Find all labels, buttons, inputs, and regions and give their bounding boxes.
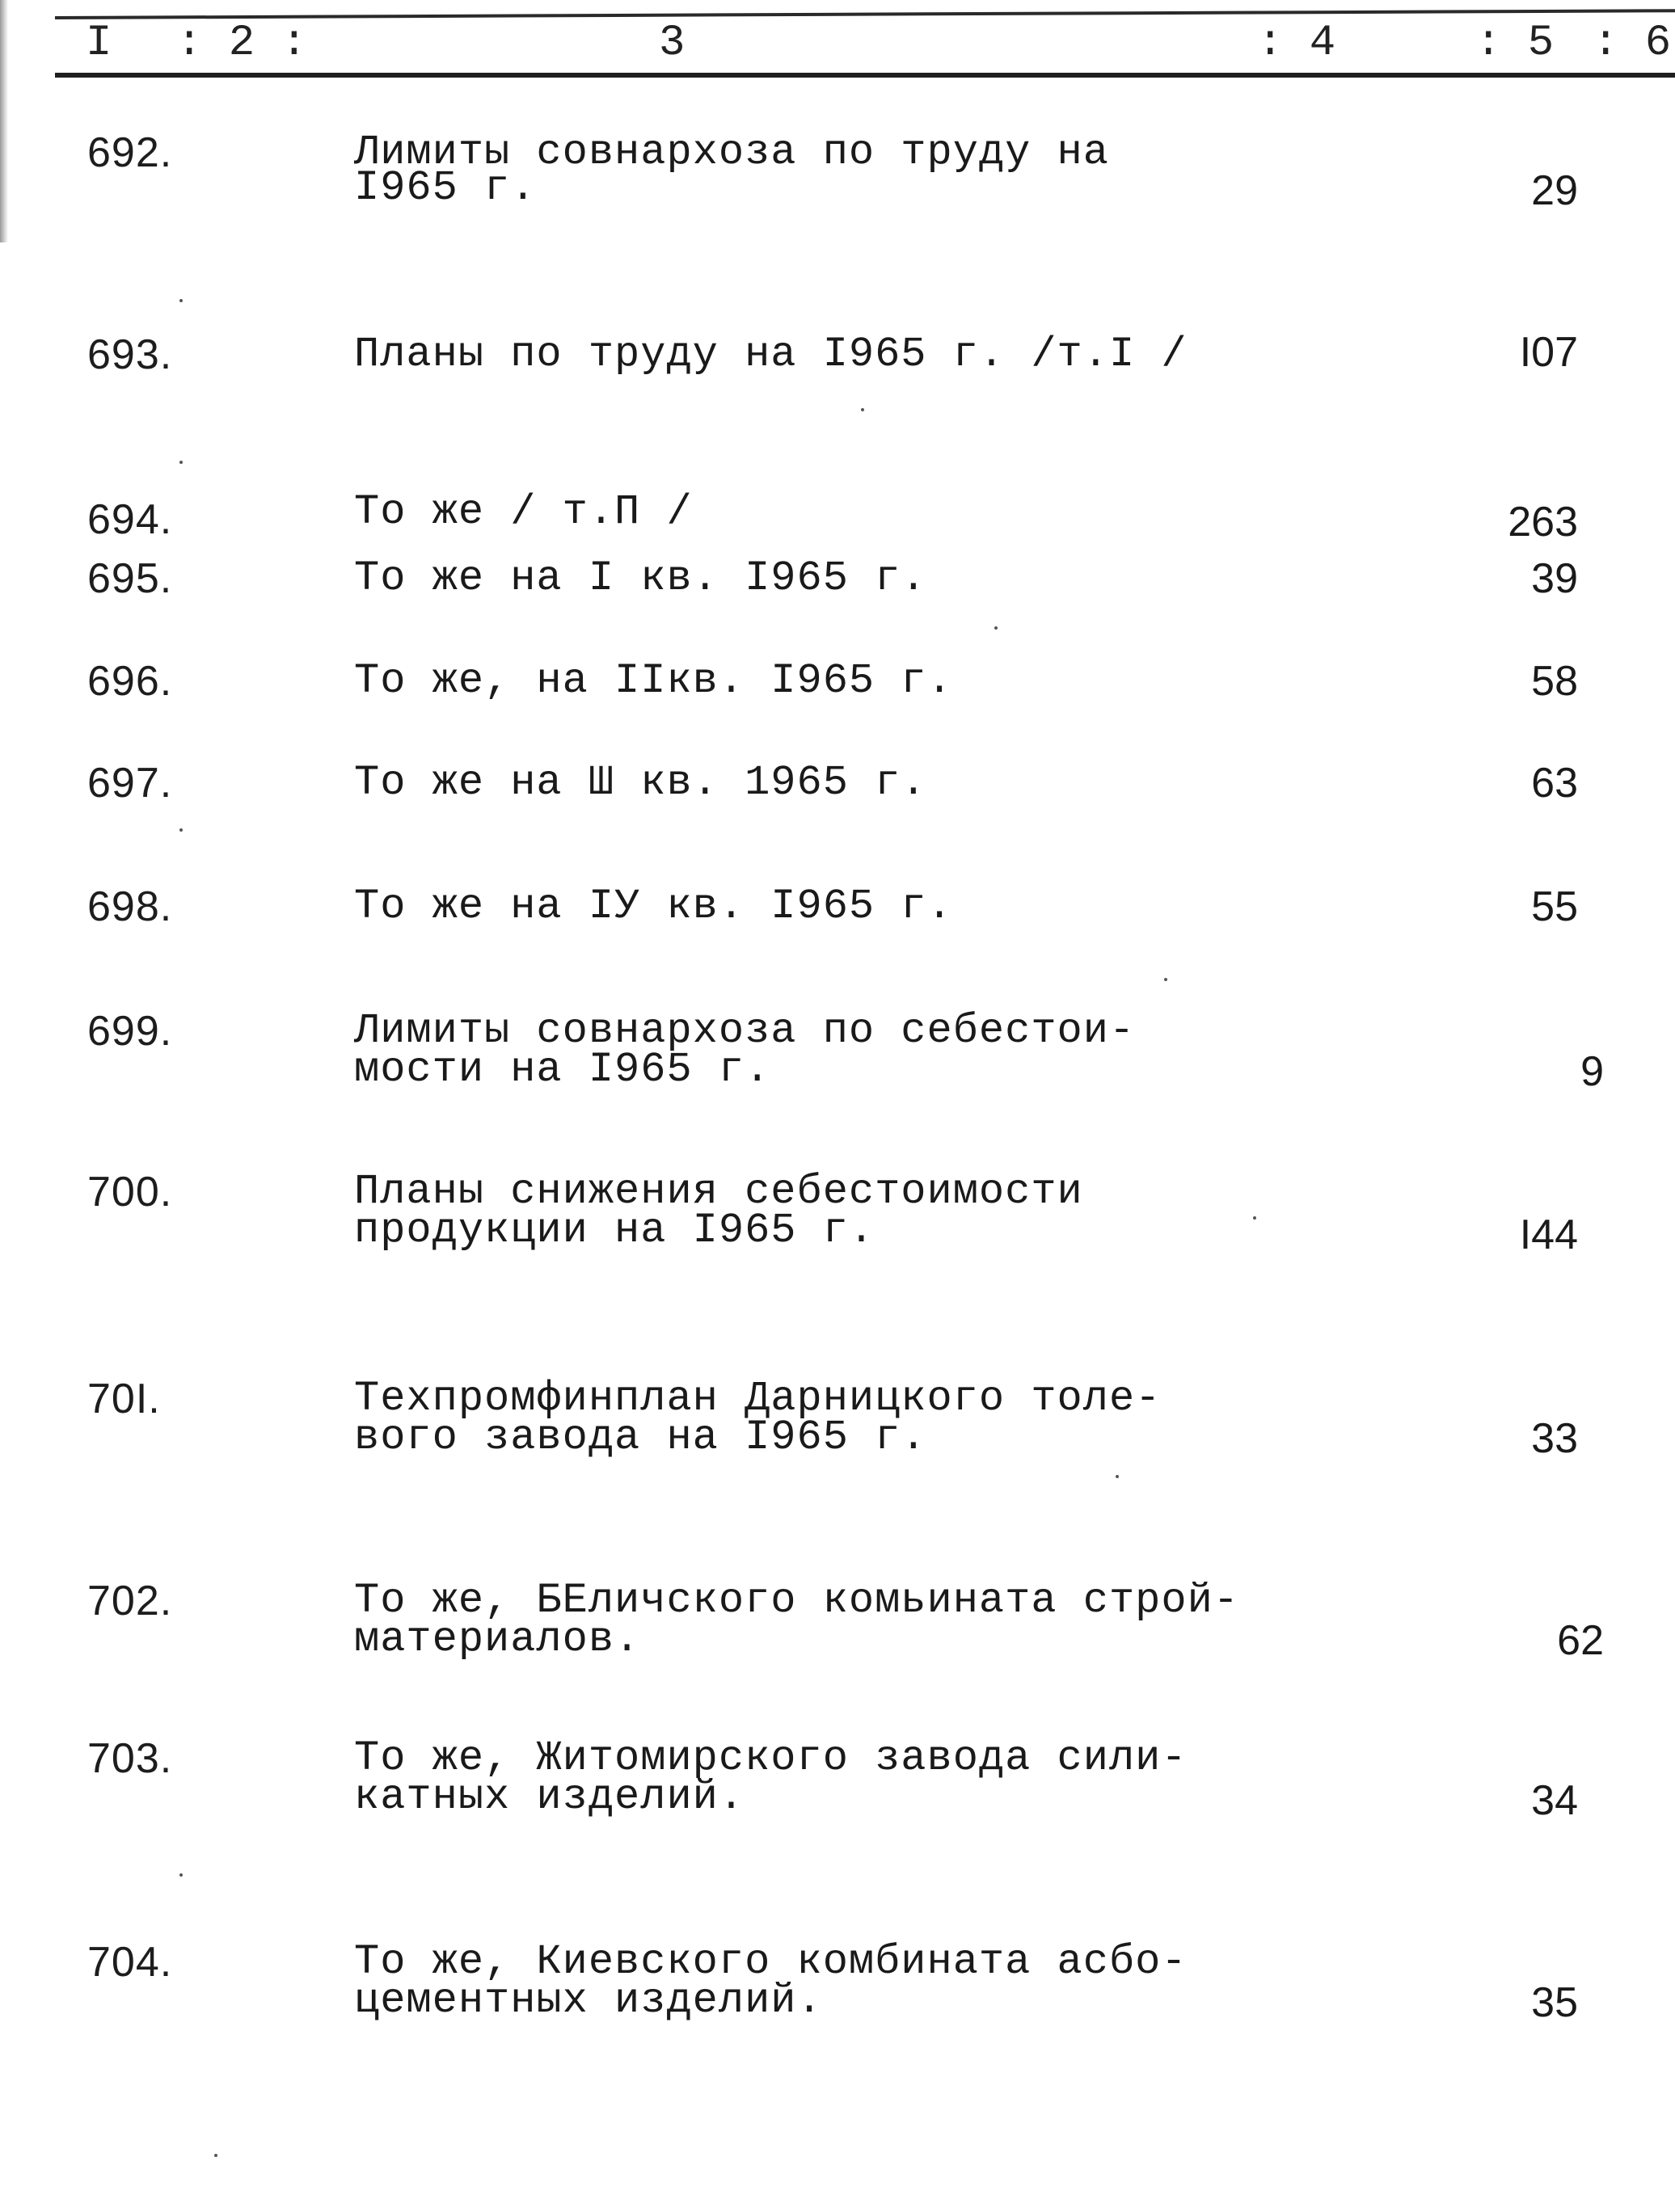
scan-edge-shadow xyxy=(0,0,8,242)
row-number: 692. xyxy=(87,129,173,176)
row-number: 703. xyxy=(87,1735,173,1782)
row-number: 70I. xyxy=(87,1376,161,1422)
row-pages: 263 xyxy=(1508,499,1578,546)
row-pages: 35 xyxy=(1531,1979,1578,2026)
row-pages: 34 xyxy=(1531,1777,1578,1824)
row-title-line-1: Планы снижения себестоимости xyxy=(354,1168,1083,1216)
row-title-line-1: Лимиты совнархоза по труду на xyxy=(354,129,1109,176)
row-title-line-1: Техпромфинплан Дарницкого толе- xyxy=(354,1375,1162,1422)
row-title-line-1: То же на I кв. I965 г. xyxy=(354,554,927,602)
row-number: 694. xyxy=(87,496,173,543)
header-col-2: : 2 : xyxy=(176,19,308,68)
row-title-line-1: То же на Ш кв. 1965 г. xyxy=(354,759,927,807)
row-title xyxy=(354,1734,1188,1821)
scan-speck xyxy=(179,1873,183,1877)
row-title xyxy=(354,657,953,705)
scan-speck xyxy=(1116,1475,1119,1478)
header-bottom-rule xyxy=(55,73,1675,78)
row-pages: I07 xyxy=(1519,329,1578,376)
row-title xyxy=(354,1007,1136,1093)
row-title-line-1: То же на IУ кв. I965 г. xyxy=(354,883,953,930)
row-title-line-2: цементных изделий. xyxy=(354,1977,823,2025)
row-number: 695. xyxy=(87,555,173,602)
row-title-line-2: I965 г. xyxy=(354,164,537,212)
row-title-line-1: То же, Житомирского завода сили- xyxy=(354,1734,1188,1782)
header-col-5: : 5 xyxy=(1475,19,1555,68)
row-title-line-1: То же / т.П / xyxy=(354,488,693,536)
row-pages: 33 xyxy=(1531,1415,1578,1462)
row-pages: 9 xyxy=(1580,1048,1604,1095)
scan-speck xyxy=(179,828,183,832)
row-title-line-2: вого завода на I965 г. xyxy=(354,1414,927,1461)
header-col-1: I xyxy=(86,19,112,68)
scan-speck xyxy=(861,408,864,411)
row-number: 697. xyxy=(87,760,173,807)
row-title xyxy=(354,331,1188,378)
row-number: 698. xyxy=(87,883,173,930)
row-title-line-1: Планы по труду на I965 г. /т.I / xyxy=(354,331,1188,378)
row-title xyxy=(354,1375,1162,1461)
scan-speck xyxy=(1253,1216,1256,1220)
row-title-line-2: продукции на I965 г. xyxy=(354,1207,875,1254)
row-title-line-1: То же, на IIкв. I965 г. xyxy=(354,657,953,705)
row-title-line-1: Лимиты совнархоза по себестои- xyxy=(354,1007,1136,1055)
scan-speck xyxy=(179,299,183,302)
row-title-line-2: катных изделий. xyxy=(354,1773,745,1821)
row-title xyxy=(354,488,693,536)
row-number: 699. xyxy=(87,1008,173,1055)
row-pages: 63 xyxy=(1531,760,1578,807)
scan-speck xyxy=(1164,978,1167,981)
row-number: 704. xyxy=(87,1939,173,1986)
scan-speck xyxy=(179,461,183,464)
row-title xyxy=(354,883,953,930)
row-pages: 55 xyxy=(1531,883,1578,930)
row-title xyxy=(354,129,1109,212)
row-title xyxy=(354,759,927,807)
scan-speck xyxy=(214,2154,217,2157)
scan-speck xyxy=(994,626,998,630)
header-col-4: : 4 xyxy=(1257,19,1336,68)
row-title-line-1: То же, Киевского комбината асбо- xyxy=(354,1938,1188,1986)
row-number: 700. xyxy=(87,1169,173,1216)
row-number: 693. xyxy=(87,331,173,378)
row-title-line-1: То же, БЕличского комьината строй- xyxy=(354,1577,1239,1624)
row-pages: 58 xyxy=(1531,658,1578,705)
row-title xyxy=(354,554,927,602)
row-pages: 62 xyxy=(1557,1617,1604,1664)
row-pages: I44 xyxy=(1519,1211,1578,1258)
row-title-line-2: материалов. xyxy=(354,1616,641,1663)
row-pages: 29 xyxy=(1531,167,1578,214)
row-title xyxy=(354,1938,1188,2025)
header-col-6: : 6 xyxy=(1593,19,1672,68)
row-title-line-2: мости на I965 г. xyxy=(354,1046,771,1093)
row-pages: 39 xyxy=(1531,555,1578,602)
row-number: 696. xyxy=(87,658,173,705)
row-number: 702. xyxy=(87,1578,173,1624)
row-title xyxy=(354,1577,1239,1663)
row-title xyxy=(354,1168,1083,1254)
header-col-3: 3 xyxy=(659,19,686,68)
